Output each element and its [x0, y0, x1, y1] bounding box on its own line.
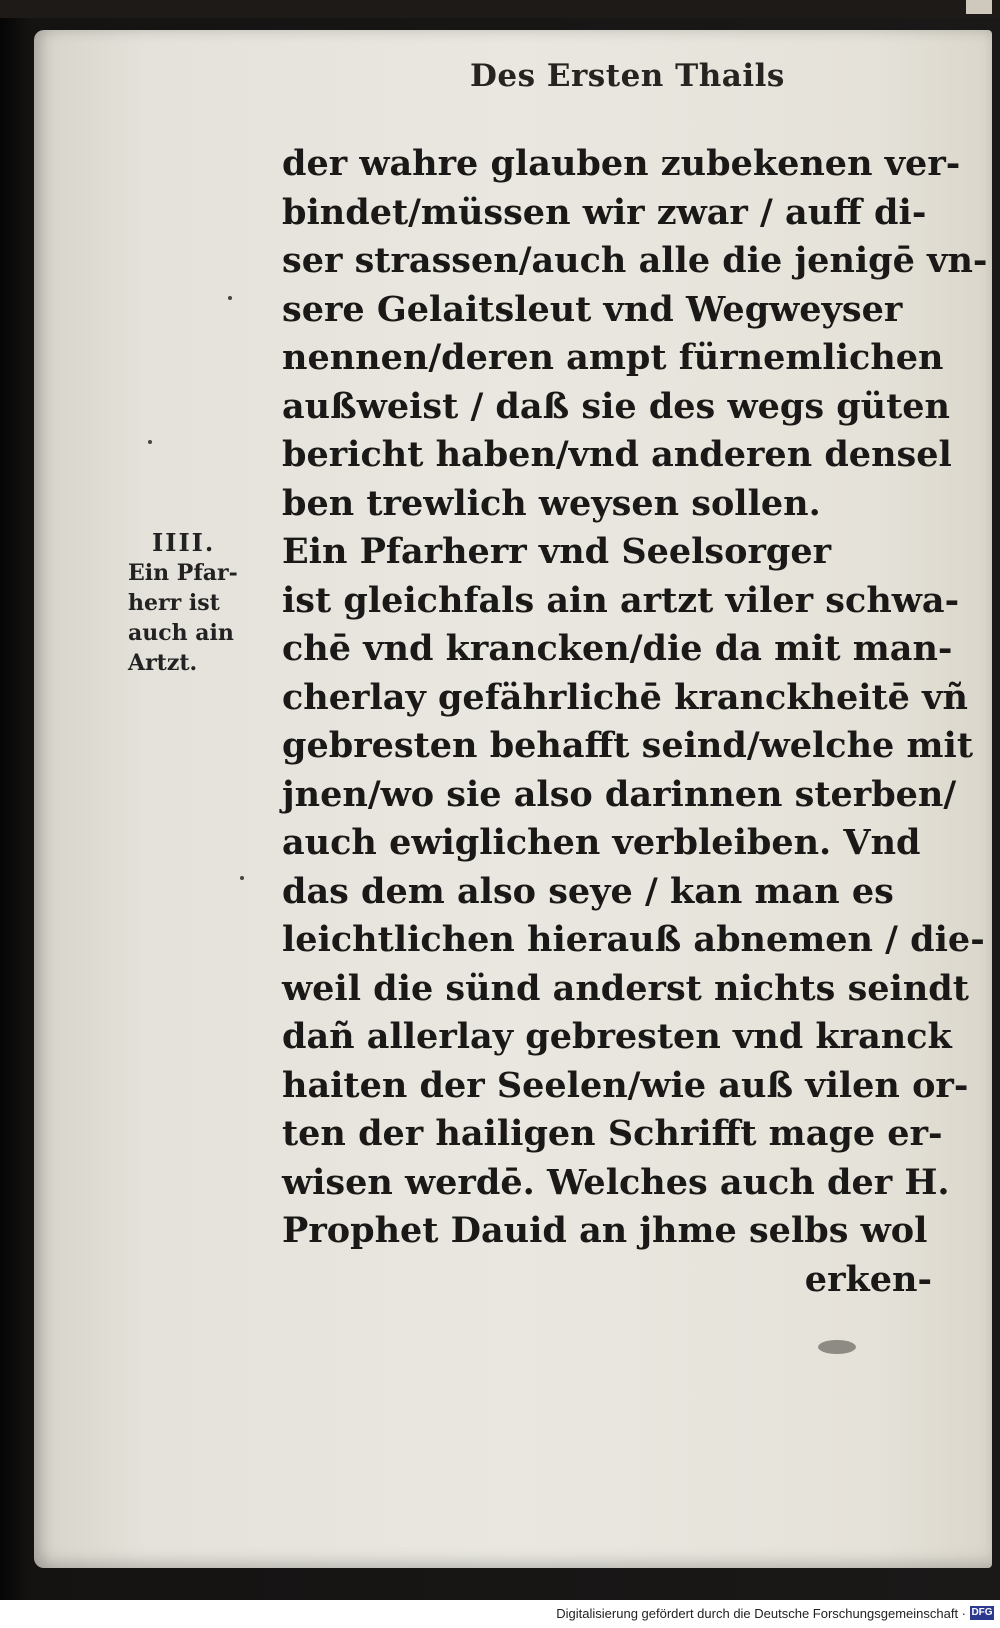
next-page-edge — [966, 0, 992, 14]
paper-speck — [240, 876, 244, 880]
text-line: ten der hailigen Schrifft mage er- — [282, 1113, 943, 1154]
text-line: Prophet Dauid an jhme selbs wol — [282, 1210, 928, 1251]
text-line: cherlay gefährlichē kranckheitē vñ — [282, 676, 968, 718]
margin-note-line: Ein Pfar- — [128, 560, 238, 586]
margin-numeral: IIII. — [152, 528, 216, 557]
dfg-logo: DFG — [971, 1607, 993, 1618]
text-line: bindet/müssen wir zwar / auff di- — [282, 191, 927, 233]
paper-speck — [148, 440, 152, 444]
funding-credit: Digitalisierung gefördert durch die Deutsche Forschungsgemeinschaft · — [556, 1606, 966, 1621]
digitization-footer — [0, 1600, 1000, 1628]
text-line: der wahre glauben zubekenen ver- — [282, 143, 961, 184]
book-top-edge — [0, 0, 1000, 18]
margin-note-line: auch ain — [128, 620, 234, 646]
text-line: gebresten behafft seind/welche mit — [282, 725, 974, 766]
paper-speck — [228, 296, 232, 300]
text-line: das dem also seye / kan man es — [282, 870, 894, 912]
text-line: wisen werdē. Welches auch der H. — [282, 1161, 950, 1203]
text-line: auch ewiglichen verbleiben. Vnd — [282, 822, 921, 863]
text-line: ben trewlich weysen sollen. — [282, 482, 821, 524]
text-line: haiten der Seelen/wie auß vilen or- — [282, 1064, 969, 1106]
body-text — [282, 140, 988, 1304]
margin-note — [128, 528, 268, 678]
text-line: leichtlichen hierauß abnemen / die- — [282, 919, 985, 960]
catchword: erken- — [804, 1258, 932, 1300]
running-head: Des Ersten Thails — [470, 58, 785, 94]
text-line: Ein Pfarherr vnd Seelsorger — [282, 531, 832, 572]
ink-smudge-ornament — [818, 1340, 856, 1354]
text-line: ser strassen/auch alle die jenigē vn- — [282, 240, 988, 281]
text-line: nennen/deren ampt fürnemlichen — [282, 337, 944, 378]
text-line: sere Gelaitsleut vnd Wegweyser — [282, 288, 903, 330]
text-line: bericht haben/vnd anderen densel — [282, 434, 952, 475]
text-line: jnen/wo sie also darinnen sterben/ — [282, 773, 957, 815]
text-line: ist gleichfals ain artzt viler schwa- — [282, 579, 960, 621]
margin-note-line: Artzt. — [128, 650, 198, 676]
margin-note-line: herr ist — [128, 590, 220, 616]
text-line: chē vnd krancken/die da mit man- — [282, 628, 953, 669]
text-line: weil die sünd anderst nichts seindt — [282, 967, 969, 1009]
text-line: außweist / daß sie des wegs güten — [282, 385, 951, 427]
text-line: dañ allerlay gebresten vnd kranck — [282, 1016, 952, 1057]
